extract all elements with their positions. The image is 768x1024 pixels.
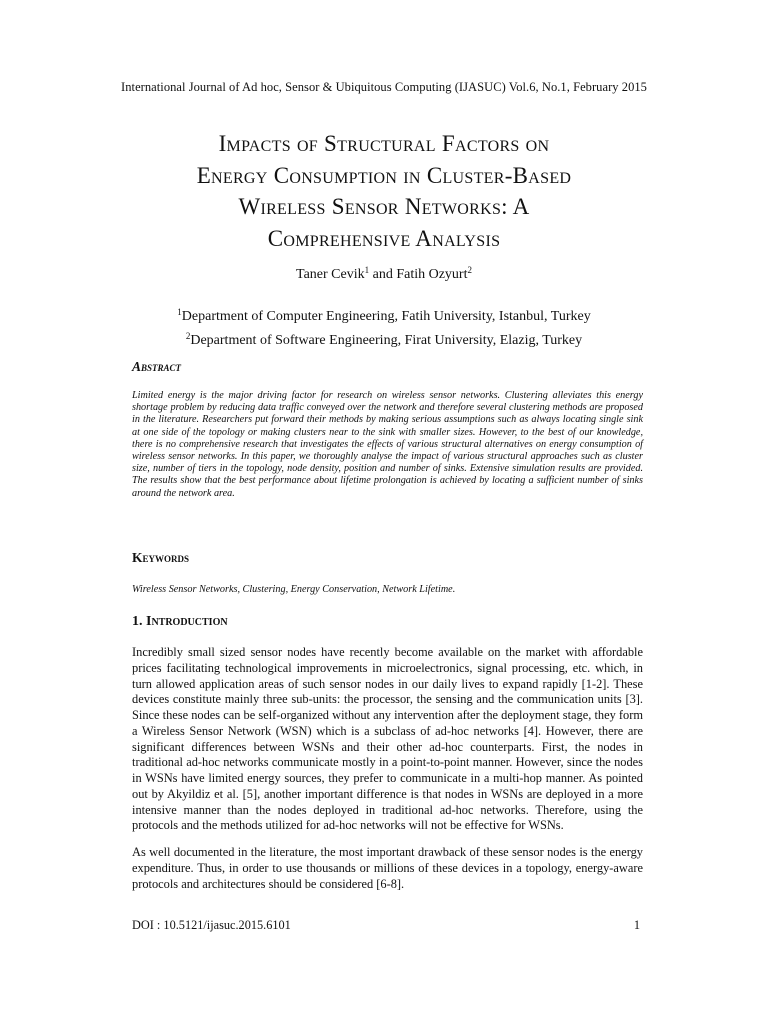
page-number: 1 [633,918,640,932]
affiliation-mark: 2 [185,330,191,341]
body-paragraph: Incredibly small sized sensor nodes have recently become available on the market with affordable prices facilitating technological improvements in microelectronics, signal processing, etc. which, in turn allowed application areas of such sensor nodes in our daily lives to expand rapidly [1-2]. These devices constitute mainly three sub-units: the processor, the sensing and the communication units [3]. Since these nodes can be self-organized without any intervention after the deployment stage, they form a Wireless Sensor Network (WSN) which is a subclass of ad-hoc networks [4]. However, there are significant differences between WSNs and their other ad-hoc counterparts. First, the nodes in traditional ad-hoc networks communicate mostly in a point-to-point manner. However, since the nodes in WSNs have limited energy sources, they prefer to communicate in a multi-hop manner. As pointed out by Akyildiz et al. [5], another important difference is that nodes in WSNs are deployed in a more intensive manner than the nodes deployed in traditional ad-hoc networks. Therefore, using the protocols and the methods utilized for ad-hoc networks will not be effective for WSNs. [132,645,643,833]
doi-footer: DOI : 10.5121/ijasuc.2015.6101 [132,918,291,932]
title-line: Wireless Sensor Networks: A [238,194,530,219]
affiliation-text: Department of Computer Engineering, Fatih University, Istanbul, Turkey [181,309,591,324]
abstract-text: Limited energy is the major driving factor for research on wireless sensor networks. Clustering alleviates this energy shortage problem by reducing data traffic conveyed over the network and therefore several clustering methods are proposed in the literature. Researchers put forward their methods by making serious assumptions such as always locating single sink at one side of the topology or making clusters near to the sink with smaller sizes. However, to the best of our knowledge, there is no comprehensive research that investigates the effects of various structural alternatives on energy consumption of wireless sensor networks. In this paper, we thoroughly analyse the impact of various structural approaches such as cluster size, number of tiers in the topology, node density, position and number of sinks. Extensive simulation results are provided. The results show that the best performance about lifetime prolongation is achieved by locating a sufficient number of sinks around the network area. [132,390,643,499]
title-line: Impacts of Structural Factors on [218,131,550,156]
author-affiliation-mark: 2 [467,265,472,275]
author-name: Fatih Ozyurt [396,267,468,282]
author-affiliation-mark: 1 [364,265,370,275]
title-line: Comprehensive Analysis [267,225,501,251]
title-line: Energy Consumption in Cluster-Based [196,162,572,188]
author-list [0,265,768,283]
affiliation [0,303,768,327]
affiliation [0,327,768,351]
body-paragraph: As well documented in the literature, the most important drawback of these sensor nodes is the energy expenditure. Thus, in order to use thousands or millions of these devices in a topology, energy-aware protocols and architectures should be considered [6-8]. [132,845,643,891]
affiliation-mark: 1 [177,307,182,317]
keywords-text: Wireless Sensor Networks, Clustering, Energy Conservation, Network Lifetime. [132,584,456,595]
introduction-heading: 1. Introduction [132,614,228,629]
affiliation-text: Department of Software Engineering, Firat University, Elazig, Turkey [190,332,583,348]
abstract-heading: Abstract [132,359,182,374]
author-name: Taner Cevik [296,267,365,282]
keywords-heading: Keywords [132,550,190,565]
running-header: International Journal of Ad hoc, Sensor & Ubiquitous Computing (IJASUC) Vol.6, No.1, February 2015 [121,80,647,94]
paper-title [96,128,672,254]
affiliation-list [0,303,768,350]
author-conjunction: and [369,267,397,282]
